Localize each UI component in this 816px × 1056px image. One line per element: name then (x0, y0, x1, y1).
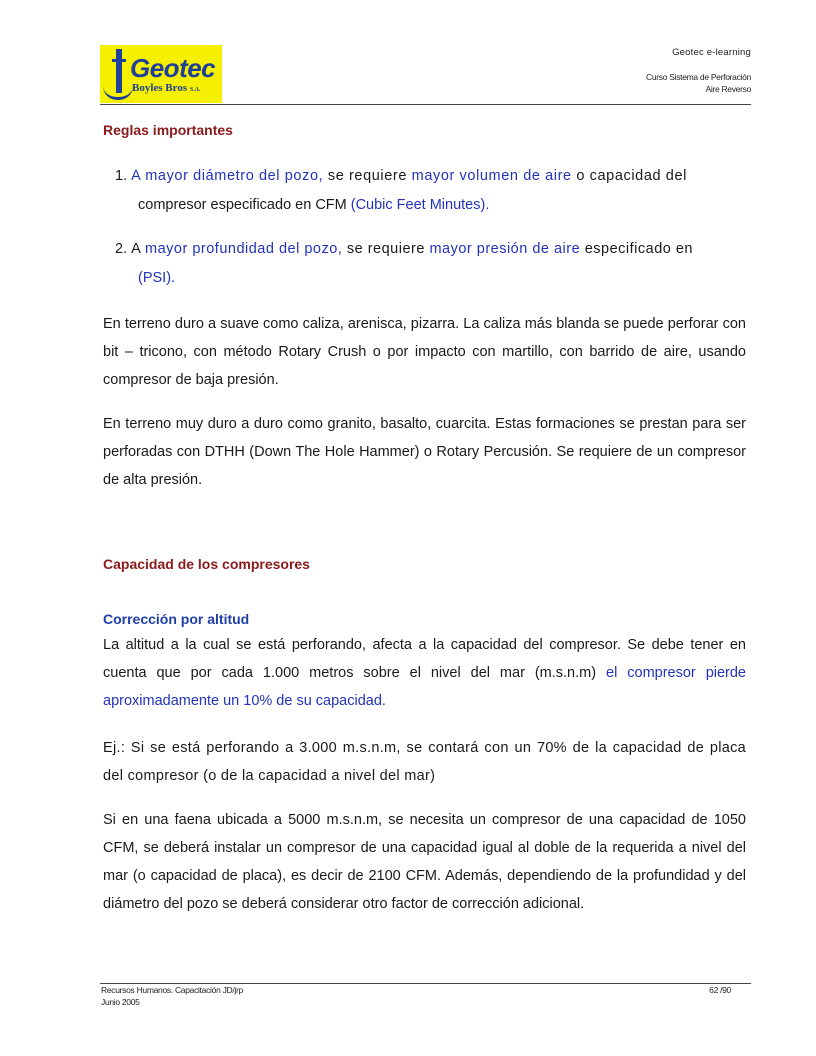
paragraph-altitud: La altitud a la cual se está perforando, afecta a la capacidad del compresor. Se debe tener en cuenta que por cada 1.000 metros sobre el nivel del mar (m.s.n.m) el compresor pierde aproximadamente un 10% de su capacidad. (103, 637, 746, 709)
footer-date: Junio 2005 (101, 997, 140, 1007)
paragraph-terreno-suave: En terreno duro a suave como caliza, arenisca, pizarra. La caliza más blanda se puede perforar con bit – tricono, con método Rotary Crush o por impacto con martillo, con barrido de aire, usando compresor de baja presión. (103, 316, 746, 388)
logo-subtitle: Boyles Bros S.A. (132, 82, 201, 94)
section-title-reglas: Reglas importantes (103, 122, 233, 138)
subsection-title-altitud: Corrección por altitud (103, 611, 250, 627)
header-course-name: Curso Sistema de Perforación (646, 72, 751, 82)
logo-brand: Geotec (130, 53, 216, 83)
footer-divider (100, 983, 751, 984)
rule-item-1: 1. A mayor diámetro del pozo, se requiere mayor volumen de aire o capacidad del compresor especificado en CFM (Cubic Feet Minutes). (115, 168, 687, 213)
geotec-logo (100, 45, 222, 103)
paragraph-terreno-duro: En terreno muy duro a duro como granito, basalto, cuarcita. Estas formaciones se prestan para ser perforadas con DTHH (Down The Hole Hammer) o Rotary Percusión. Se requiere de un compresor de alta presión. (103, 416, 746, 488)
paragraph-faena: Si en una faena ubicada a 5000 m.s.n.m, se necesita un compresor de una capacidad de 1050 CFM, se deberá instalar un compresor de una capacidad igual al doble de la requerida a nivel del mar (o capacidad de placa), es decir de 2100 CFM. Además, dependiendo de la profundidad y del diámetro del pozo se deberá considerar otro factor de corrección adicional. (103, 812, 746, 912)
footer-page-number: 62 /90 (709, 985, 731, 995)
rule-item-2: 2. A mayor profundidad del pozo, se requiere mayor presión de aire especificado en (PSI). (115, 241, 693, 286)
header-divider (100, 104, 751, 105)
paragraph-ejemplo: Ej.: Si se está perforando a 3.000 m.s.n.m, se contará con un 70% de la capacidad de placa del compresor (o de la capacidad a nivel del mar) (103, 740, 746, 784)
header-course-topic: Aire Reverso (705, 84, 751, 94)
footer-department: Recursos Humanos. Capacitación JD/jrp (101, 985, 243, 995)
header-course-platform: Geotec e-learning (672, 47, 751, 58)
section-title-capacidad: Capacidad de los compresores (103, 556, 310, 572)
